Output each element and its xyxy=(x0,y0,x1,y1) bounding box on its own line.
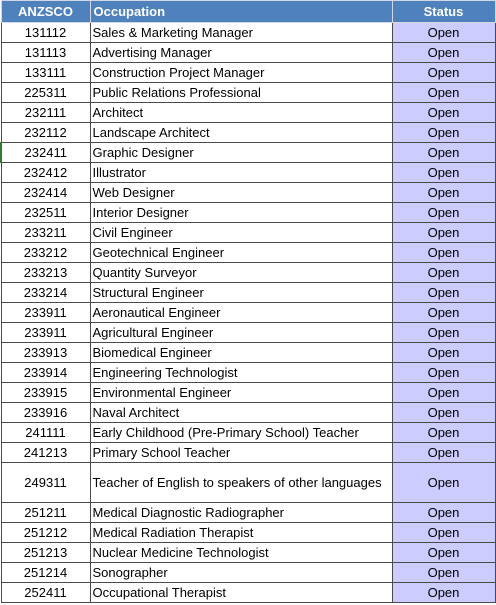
cell-status[interactable]: Open xyxy=(392,343,495,363)
cell-anzsco[interactable]: 233212 xyxy=(1,243,90,263)
cell-anzsco[interactable]: 232511 xyxy=(1,203,90,223)
cell-status[interactable]: Open xyxy=(392,283,495,303)
cell-occupation[interactable]: Illustrator xyxy=(90,163,392,183)
table-row xyxy=(1,63,495,83)
cell-occupation[interactable]: Early Childhood (Pre-Primary School) Teacher xyxy=(90,423,392,443)
table-row xyxy=(1,163,495,183)
table-row xyxy=(1,183,495,203)
cell-occupation[interactable]: Medical Diagnostic Radiographer xyxy=(90,503,392,523)
cell-anzsco[interactable]: 233911 xyxy=(1,323,90,343)
table-row xyxy=(1,143,495,163)
cell-anzsco[interactable]: 233214 xyxy=(1,283,90,303)
cell-occupation[interactable]: Medical Radiation Therapist xyxy=(90,523,392,543)
cell-status[interactable]: Open xyxy=(392,43,495,63)
cell-status[interactable]: Open xyxy=(392,583,495,603)
cell-occupation[interactable]: Architect xyxy=(90,103,392,123)
table-row xyxy=(1,23,495,43)
cell-status[interactable]: Open xyxy=(392,463,495,503)
table-row xyxy=(1,303,495,323)
header-status[interactable]: Status xyxy=(392,1,495,23)
table-row xyxy=(1,243,495,263)
cell-occupation[interactable]: Biomedical Engineer xyxy=(90,343,392,363)
cell-anzsco[interactable]: 233915 xyxy=(1,383,90,403)
cell-status[interactable]: Open xyxy=(392,383,495,403)
table-row xyxy=(1,463,495,503)
cell-status[interactable]: Open xyxy=(392,443,495,463)
cell-occupation[interactable]: Web Designer xyxy=(90,183,392,203)
cell-anzsco[interactable]: 249311 xyxy=(1,463,90,503)
cell-occupation[interactable]: Occupational Therapist xyxy=(90,583,392,603)
cell-anzsco[interactable]: 251214 xyxy=(1,563,90,583)
cell-anzsco[interactable]: 241111 xyxy=(1,423,90,443)
cell-status[interactable]: Open xyxy=(392,263,495,283)
cell-anzsco[interactable]: 133111 xyxy=(1,63,90,83)
header-occupation[interactable]: Occupation xyxy=(90,1,392,23)
cell-status[interactable]: Open xyxy=(392,223,495,243)
cell-anzsco[interactable]: 251211 xyxy=(1,503,90,523)
cell-anzsco[interactable]: 131112 xyxy=(1,23,90,43)
table-row xyxy=(1,443,495,463)
cell-status[interactable]: Open xyxy=(392,503,495,523)
cell-occupation[interactable]: Aeronautical Engineer xyxy=(90,303,392,323)
table-row xyxy=(1,563,495,583)
cell-occupation[interactable]: Geotechnical Engineer xyxy=(90,243,392,263)
cell-anzsco[interactable]: 241213 xyxy=(1,443,90,463)
cell-anzsco[interactable]: 233211 xyxy=(1,223,90,243)
cell-status[interactable]: Open xyxy=(392,123,495,143)
cell-status[interactable]: Open xyxy=(392,203,495,223)
table-row xyxy=(1,583,495,603)
cell-status[interactable]: Open xyxy=(392,183,495,203)
cell-anzsco[interactable]: 233213 xyxy=(1,263,90,283)
cell-occupation[interactable]: Landscape Architect xyxy=(90,123,392,143)
table-row xyxy=(1,283,495,303)
cell-status[interactable]: Open xyxy=(392,563,495,583)
cell-anzsco[interactable]: 232112 xyxy=(1,123,90,143)
cell-anzsco[interactable]: 233911 xyxy=(1,303,90,323)
cell-status[interactable]: Open xyxy=(392,23,495,43)
table-row xyxy=(1,543,495,563)
cell-anzsco[interactable]: 232411 xyxy=(1,143,90,163)
cell-occupation[interactable]: Teacher of English to speakers of other languages xyxy=(90,463,392,503)
cell-status[interactable]: Open xyxy=(392,103,495,123)
cell-occupation[interactable]: Engineering Technologist xyxy=(90,363,392,383)
cell-occupation[interactable]: Agricultural Engineer xyxy=(90,323,392,343)
table-row xyxy=(1,383,495,403)
cell-anzsco[interactable]: 232111 xyxy=(1,103,90,123)
header-anzsco[interactable]: ANZSCO xyxy=(1,1,90,23)
cell-anzsco[interactable]: 225311 xyxy=(1,83,90,103)
table-row xyxy=(1,503,495,523)
cell-anzsco[interactable]: 233913 xyxy=(1,343,90,363)
cell-status[interactable]: Open xyxy=(392,403,495,423)
cell-status[interactable]: Open xyxy=(392,523,495,543)
table-row xyxy=(1,83,495,103)
cell-status[interactable]: Open xyxy=(392,303,495,323)
cell-occupation[interactable]: Structural Engineer xyxy=(90,283,392,303)
table-row xyxy=(1,123,495,143)
cell-anzsco[interactable]: 252411 xyxy=(1,583,90,603)
cell-occupation[interactable]: Construction Project Manager xyxy=(90,63,392,83)
cell-status[interactable]: Open xyxy=(392,143,495,163)
cell-anzsco[interactable]: 131113 xyxy=(1,43,90,63)
cell-occupation[interactable]: Nuclear Medicine Technologist xyxy=(90,543,392,563)
cell-occupation[interactable]: Graphic Designer xyxy=(90,143,392,163)
cell-status[interactable]: Open xyxy=(392,63,495,83)
cell-status[interactable]: Open xyxy=(392,163,495,183)
cell-occupation[interactable]: Public Relations Professional xyxy=(90,83,392,103)
cell-anzsco[interactable]: 251213 xyxy=(1,543,90,563)
cell-status[interactable]: Open xyxy=(392,323,495,343)
table-row xyxy=(1,263,495,283)
table-row xyxy=(1,523,495,543)
table-row xyxy=(1,323,495,343)
cell-status[interactable]: Open xyxy=(392,423,495,443)
table-row xyxy=(1,103,495,123)
table-row xyxy=(1,223,495,243)
cell-occupation[interactable]: Quantity Surveyor xyxy=(90,263,392,283)
table-row xyxy=(1,43,495,63)
cell-status[interactable]: Open xyxy=(392,243,495,263)
cell-anzsco[interactable]: 232412 xyxy=(1,163,90,183)
table-row xyxy=(1,343,495,363)
cell-status[interactable]: Open xyxy=(392,83,495,103)
table-row xyxy=(1,403,495,423)
cell-occupation[interactable]: Interior Designer xyxy=(90,203,392,223)
cell-occupation[interactable]: Naval Architect xyxy=(90,403,392,423)
cell-anzsco[interactable]: 251212 xyxy=(1,523,90,543)
cell-occupation[interactable]: Environmental Engineer xyxy=(90,383,392,403)
table-row xyxy=(1,423,495,443)
cell-occupation[interactable]: Primary School Teacher xyxy=(90,443,392,463)
cell-status[interactable]: Open xyxy=(392,543,495,563)
table-row xyxy=(1,363,495,383)
cell-status[interactable]: Open xyxy=(392,363,495,383)
cell-occupation[interactable]: Civil Engineer xyxy=(90,223,392,243)
cell-anzsco[interactable]: 233914 xyxy=(1,363,90,383)
cell-occupation[interactable]: Advertising Manager xyxy=(90,43,392,63)
cell-occupation[interactable]: Sonographer xyxy=(90,563,392,583)
header-row xyxy=(1,1,495,23)
cell-anzsco[interactable]: 233916 xyxy=(1,403,90,423)
table-row xyxy=(1,203,495,223)
cell-anzsco[interactable]: 232414 xyxy=(1,183,90,203)
cell-occupation[interactable]: Sales & Marketing Manager xyxy=(90,23,392,43)
